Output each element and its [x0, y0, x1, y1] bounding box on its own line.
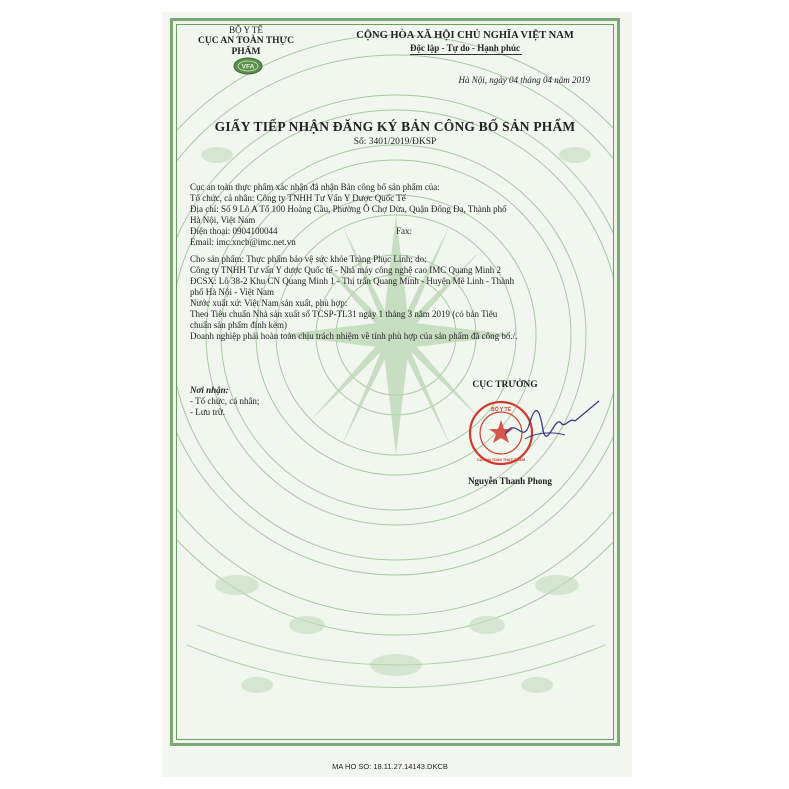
organization-line: Tổ chức, cá nhân: Công ty TNHH Tư Vấn Y Dược Quốc Tế: [190, 193, 406, 203]
logo-text: VFA: [241, 63, 255, 71]
signer-name: Nguyễn Thanh Phong: [468, 476, 552, 486]
record-code: MA HO SO: 18.11.27.14143.DKCB: [332, 762, 448, 771]
national-motto: Độc lập - Tự do - Hạnh phúc: [409, 43, 520, 53]
country-name: CỘNG HÒA XÃ HỘI CHỦ NGHĨA VIỆT NAM: [356, 30, 574, 41]
origin-line: Nước xuất xứ: Việt Nam sản xuất, phù hợp:: [190, 298, 348, 308]
fax-line: Fax:: [396, 226, 413, 236]
agency-name: CỤC AN TOÀN THỰC PHẨM: [198, 36, 294, 57]
seal-bottom-text: CỤC AN TOÀN THỰC PHẨM: [477, 458, 525, 462]
recipient-item: - Lưu trữ.: [190, 407, 225, 417]
motto-underline: [410, 54, 522, 55]
certificate-body: [190, 182, 605, 342]
agency-logo-icon: [233, 57, 263, 75]
seal-top-text: BỘ Y TẾ: [491, 407, 511, 413]
handwritten-signature-icon: [495, 395, 605, 460]
address-line: Địa chỉ: Số 9 Lô A Tổ 100 Hoàng Cầu, Phường Ô Chợ Dừa, Quận Đống Đa, Thành phố: [190, 204, 507, 214]
phone-line: Điện thoại: 0904100044: [190, 226, 278, 236]
responsibility-line: Doanh nghiệp phải hoàn toàn chịu trách nhiệm về tính phù hợp của sản phẩm đã công bố./.: [190, 331, 518, 341]
product-line: Cho sản phẩm: Thực phẩm bảo vệ sức khỏe Tràng Phục Linh; do:: [190, 254, 427, 264]
address-line-2: Hà Nội, Việt Nam: [190, 215, 256, 225]
manufacturer-line: Công ty TNHH Tư vấn Y dược Quốc tế - Nhà máy công nghệ cao IMC Quang Minh 2: [190, 265, 501, 275]
issuer-header: [191, 25, 301, 58]
email-line: Email: imc.xncb@imc.net.vn: [190, 237, 296, 247]
national-header: [330, 30, 600, 54]
factory-address-line-2: phố Hà Nội - Việt Nam: [190, 287, 275, 297]
phone-fax-row: [190, 226, 605, 237]
document-title: GIẤY TIẾP NHẬN ĐĂNG KÝ BẢN CÔNG BỐ SẢN PHẨM: [214, 119, 576, 134]
standard-line: Theo Tiêu chuẩn Nhà sản xuất số TCSP-TL31 ngày 1 tháng 3 năm 2019 (có bản Tiêu: [190, 309, 498, 319]
intro-line: Cục an toàn thực phẩm xác nhận đã nhận Bản công bố sản phẩm của:: [190, 182, 440, 192]
factory-address-line: ĐCSX: Lô 38-2 Khu CN Quang Minh 1 - Thị trấn Quang Minh - Huyện Mê Linh - Thành: [190, 276, 515, 286]
standard-line-2: chuẩn sản phẩm đính kèm): [190, 320, 287, 330]
recipients-block: [190, 385, 340, 418]
document-number: Số: 3401/2019/ĐKSP: [353, 137, 437, 147]
signer-position: CỤC TRƯỞNG: [472, 380, 538, 390]
recipients-label: Nơi nhận:: [190, 385, 229, 395]
ministry-name: BỘ Y TẾ: [229, 25, 263, 35]
issue-date: Hà Nội, ngày 04 tháng 04 năm 2019: [458, 75, 590, 85]
recipient-item: - Tổ chức, cá nhân;: [190, 396, 260, 406]
